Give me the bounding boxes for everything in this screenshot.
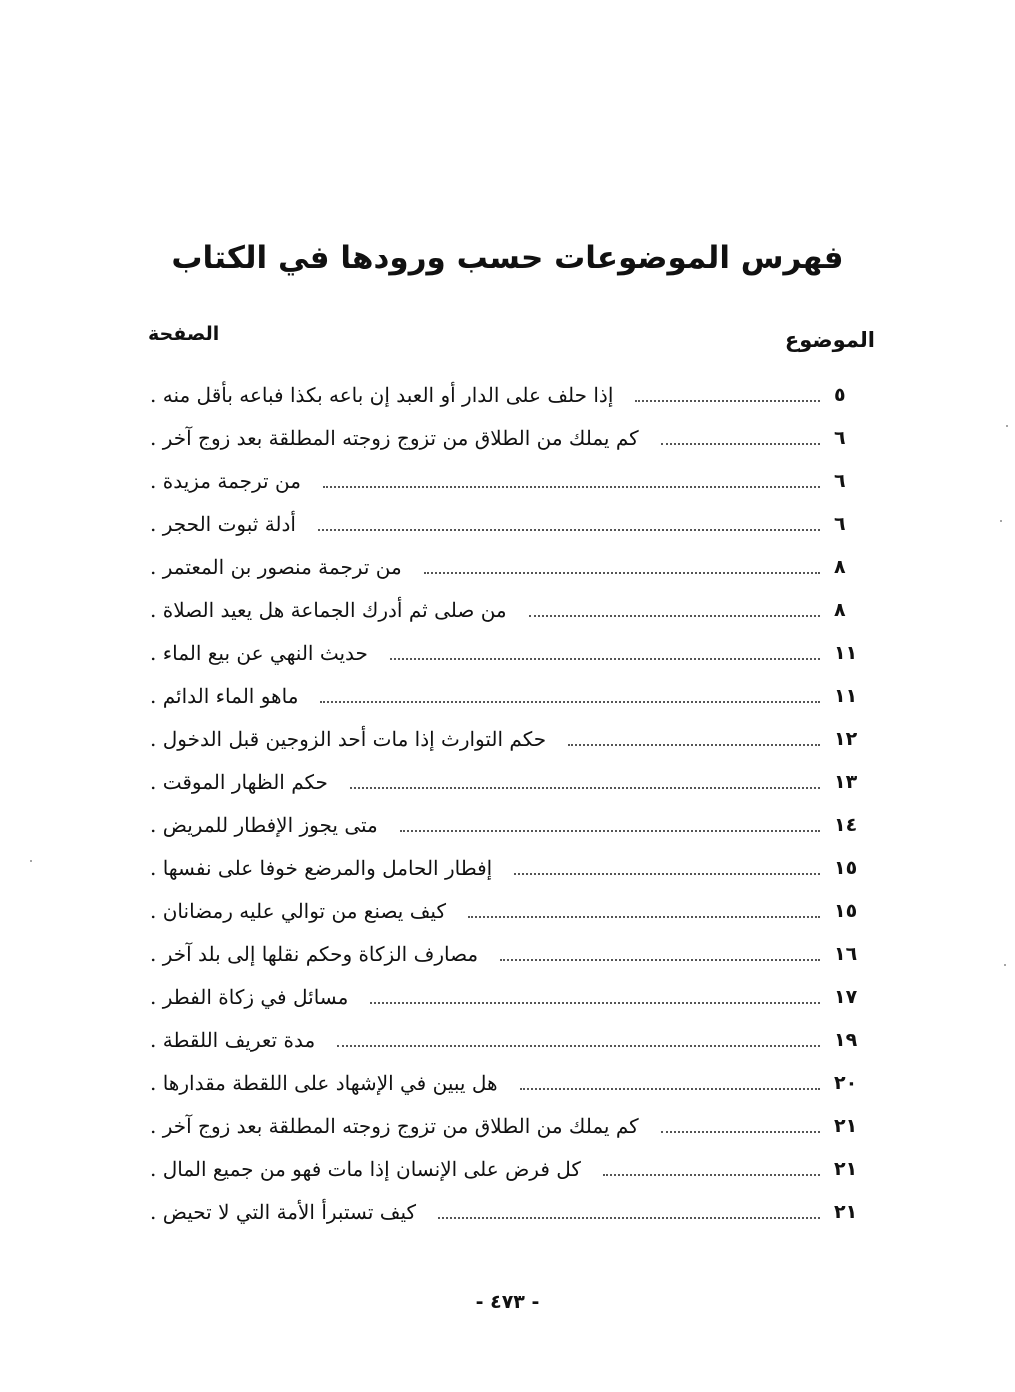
toc-entry (150, 1062, 876, 1105)
toc-entry-page: ٥ (834, 384, 846, 406)
toc-entry-title: مصارف الزكاة وحكم نقلها إلى بلد آخر . (150, 942, 479, 966)
toc-entry (150, 546, 876, 589)
toc-entry-page: ١٢ (834, 728, 858, 750)
subject-column-header: الموضوع (784, 328, 875, 352)
toc-entry-page: ١٥ (834, 900, 858, 922)
toc-entry (150, 417, 876, 460)
toc-entry-page: ١٧ (834, 986, 858, 1008)
dot-leader (500, 957, 820, 961)
toc-entry (150, 847, 876, 890)
dot-leader (661, 441, 820, 445)
toc-entry (150, 1148, 876, 1191)
toc-entry-title: من صلى ثم أدرك الجماعة هل يعيد الصلاة . (150, 598, 507, 622)
toc-entry-title: كيف يصنع من توالي عليه رمضانان . (150, 899, 446, 923)
toc-entry-title: حديث النهي عن بيع الماء . (150, 641, 368, 665)
toc-entry (150, 933, 876, 976)
dot-leader (323, 484, 820, 488)
dot-leader (424, 570, 820, 574)
toc-entry (150, 718, 876, 761)
toc-entry-title: مسائل في زكاة الفطر . (150, 985, 349, 1009)
dot-leader (514, 871, 820, 875)
page-title: فهرس الموضوعات حسب ورودها في الكتاب (171, 240, 844, 276)
dot-leader (370, 1000, 820, 1004)
toc-entry (150, 976, 876, 1019)
toc-entry-title: إفطار الحامل والمرضع خوفا على نفسها . (150, 856, 493, 880)
toc-entry (150, 675, 876, 718)
toc-entry (150, 374, 876, 417)
toc-entry-page: ٨ (834, 599, 846, 621)
toc-entry (150, 589, 876, 632)
dot-leader (635, 398, 820, 402)
toc-entry-page: ٢٠ (834, 1072, 858, 1094)
dot-leader (468, 914, 820, 918)
page-number: - ٤٧٣ - (475, 1291, 540, 1313)
toc-entry (150, 890, 876, 933)
dot-leader (320, 699, 820, 703)
toc-entry (150, 804, 876, 847)
toc-entry-title: حكم الظهار الموقت . (150, 770, 328, 794)
dot-leader (520, 1086, 820, 1090)
toc-entry-title: حكم التوارث إذا مات أحد الزوجين قبل الدخول . (150, 727, 547, 751)
toc-entry (150, 503, 876, 546)
table-of-contents (150, 374, 876, 1234)
toc-entry-title: كم يملك من الطلاق من تزوج زوجته المطلقة بعد زوج آخر . (150, 1114, 639, 1138)
toc-entry (150, 761, 876, 804)
toc-entry-title: كم يملك من الطلاق من تزوج زوجته المطلقة بعد زوج آخر . (150, 426, 639, 450)
dot-leader (350, 785, 820, 789)
toc-entry-page: ٢١ (834, 1201, 858, 1223)
toc-entry-page: ٨ (834, 556, 846, 578)
dot-leader (603, 1172, 820, 1176)
toc-entry-title: كل فرض على الإنسان إذا مات فهو من جميع المال . (150, 1157, 581, 1181)
dot-leader (568, 742, 820, 746)
toc-entry-page: ١١ (834, 642, 858, 664)
toc-entry (150, 1019, 876, 1062)
toc-entry-page: ١٥ (834, 857, 858, 879)
scan-speck (1000, 520, 1002, 522)
toc-entry (150, 632, 876, 675)
toc-entry-page: ٦ (834, 513, 846, 535)
toc-entry-title: هل يبين في الإشهاد على اللقطة مقدارها . (150, 1071, 498, 1095)
toc-entry-page: ٢١ (834, 1115, 858, 1137)
toc-entry-title: إذا حلف على الدار أو العبد إن باعه بكذا فباعه بأقل منه . (150, 383, 614, 407)
toc-entry-page: ٦ (834, 427, 846, 449)
toc-entry (150, 1105, 876, 1148)
dot-leader (400, 828, 820, 832)
toc-entry-title: مدة تعريف اللقطة . (150, 1028, 316, 1052)
toc-entry-page: ٦ (834, 470, 846, 492)
toc-entry-page: ١٣ (834, 771, 858, 793)
toc-entry-title: ماهو الماء الدائم . (150, 684, 299, 708)
toc-entry-page: ١٤ (834, 814, 858, 836)
dot-leader (438, 1215, 820, 1219)
toc-entry-title: متى يجوز الإفطار للمريض . (150, 813, 378, 837)
toc-entry-title: أدلة ثبوت الحجر . (150, 512, 296, 536)
scan-speck (1004, 964, 1006, 966)
toc-entry (150, 460, 876, 503)
toc-entry-page: ١٩ (834, 1029, 858, 1051)
dot-leader (661, 1129, 820, 1133)
toc-entry-title: من ترجمة منصور بن المعتمر . (150, 555, 402, 579)
dot-leader (337, 1043, 820, 1047)
dot-leader (529, 613, 820, 617)
dot-leader (318, 527, 820, 531)
toc-entry-page: ٢١ (834, 1158, 858, 1180)
toc-entry (150, 1191, 876, 1234)
toc-entry-page: ١٦ (834, 943, 858, 965)
toc-entry-title: كيف تستبرأ الأمة التي لا تحيض . (150, 1200, 417, 1224)
dot-leader (390, 656, 820, 660)
page-column-header: الصفحة (148, 323, 220, 345)
toc-entry-page: ١١ (834, 685, 858, 707)
scan-speck (1006, 425, 1008, 427)
toc-entry-title: من ترجمة مزيدة . (150, 469, 301, 493)
scan-speck (30, 860, 32, 862)
